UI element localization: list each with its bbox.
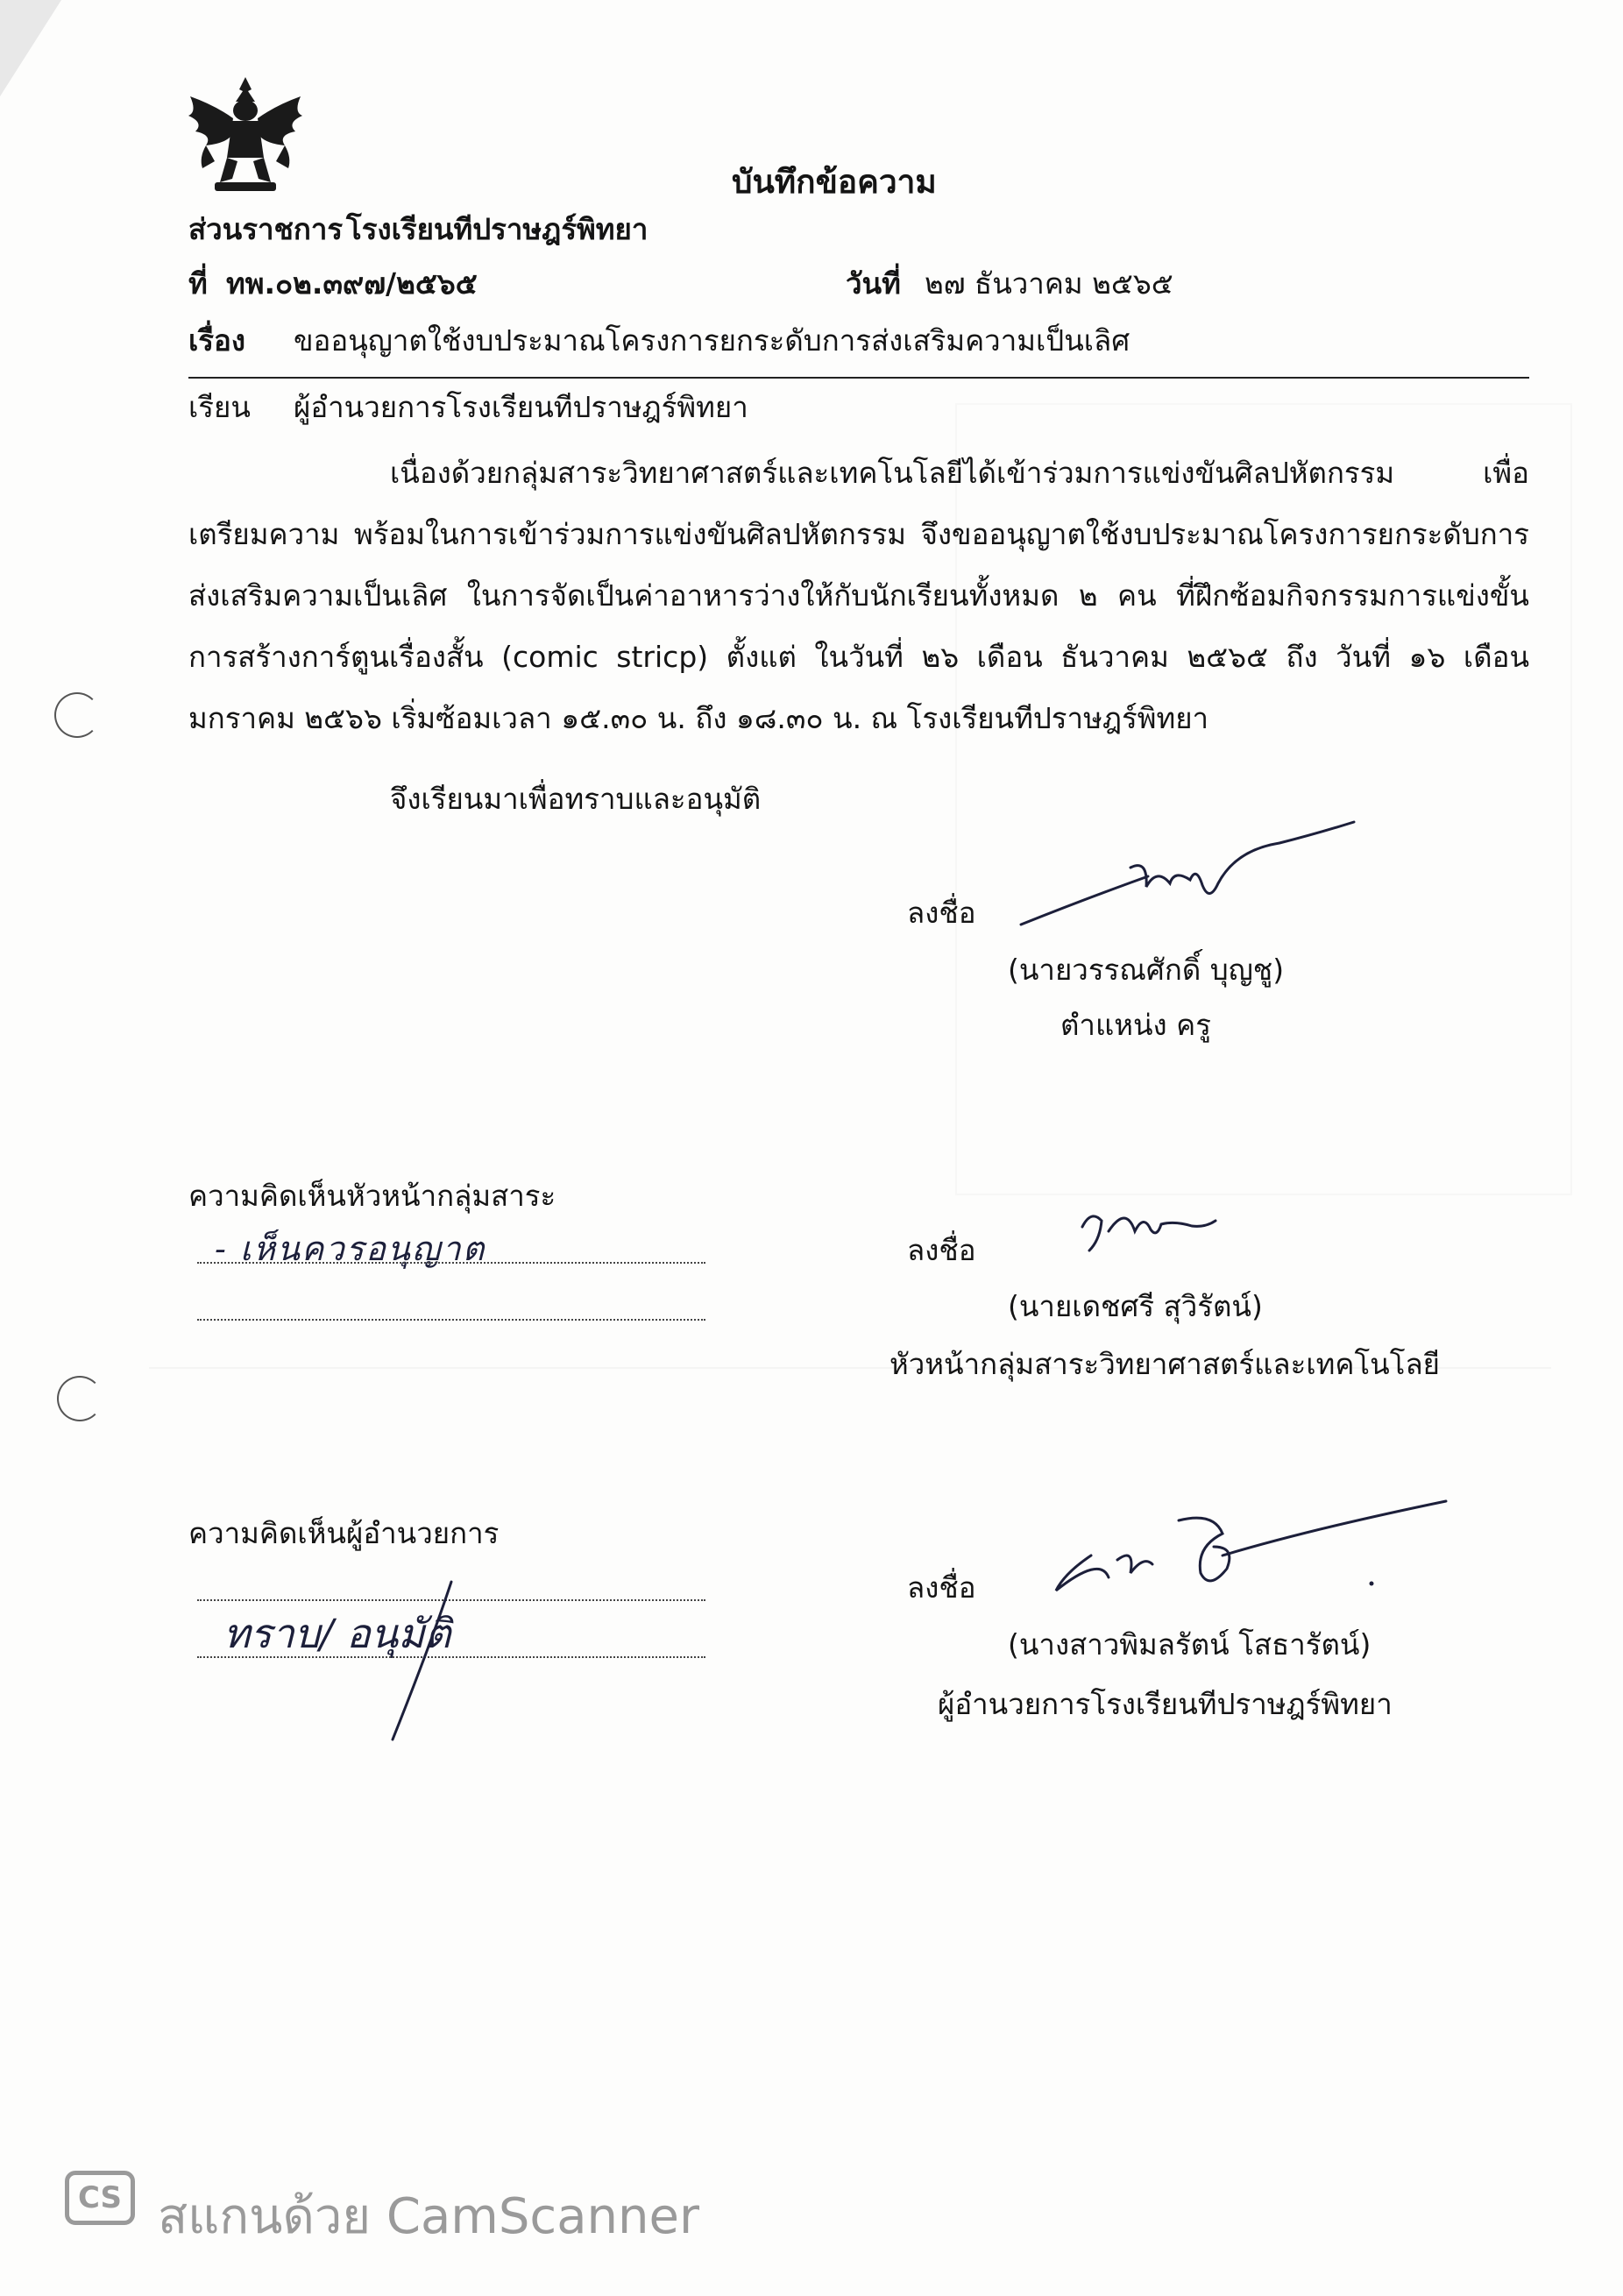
camscanner-logo: CS bbox=[65, 2171, 135, 2225]
director-name: (นางสาวพิมลรัตน์ โสธารัตน์) bbox=[1008, 1627, 1371, 1662]
to-label: เรียน bbox=[188, 390, 251, 424]
ref-value: ทพ.๐๒.๓๙๗/๒๕๖๕ bbox=[226, 266, 478, 301]
head-name: (นายเดชศรี สุวิรัตน์) bbox=[1008, 1289, 1263, 1323]
head-opinion-label: ความคิดเห็นหัวหน้ากลุ่มสาระ bbox=[188, 1179, 556, 1213]
head-opinion-line-2 bbox=[197, 1319, 705, 1321]
closing-line: จึงเรียนมาเพื่อทราบและอนุมัติ bbox=[390, 782, 762, 816]
agency-value: โรงเรียนทีปราษฎร์พิทยา bbox=[346, 212, 648, 246]
head-position: หัวหน้ากลุ่มสาระวิทยาศาสตร์และเทคโนโลยี bbox=[889, 1347, 1441, 1381]
memo-body: เนื่องด้วยกลุ่มสาระวิทยาศาสตร์และเทคโนโลยีได้เข้าร่วมการแข่งขันศิลปหัตกรรม เพื่อเตรียมความ พร้อมในการเข้าร่วมการแข่งขันศิลปหัตกรรม จึงขออนุญาตใช้งบประมาณโครงการยกระดับการส่งเสริมความเป็นเลิศ ในการจัดเป็นค่าอาหารว่างให้กับนักเรียนทั้งหมด ๒ คน ที่ฝึกซ้อมกิจกรรมการแข่งขั้นการสร้างการ์ตูนเรื่องสั้น (comic stricp) ตั้งแต่ ในวันที่ ๒๖ เดือน ธันวาคม ๒๕๖๕ ถึง วันที่ ๑๖ เดือน มกราคม ๒๕๖๖ เริ่มซ้อมเวลา ๑๕.๓๐ น. ถึง ๑๘.๓๐ น. ณ โรงเรียนทีปราษฎร์พิทยา bbox=[188, 456, 1529, 735]
director-opinion-handwriting: ทราบ/ อนุมัติ bbox=[223, 1610, 451, 1657]
subject-label: เรื่อง bbox=[188, 323, 245, 358]
date-label: วันที่ bbox=[846, 266, 901, 301]
ref-label: ที่ bbox=[188, 266, 208, 301]
teacher-sign-label: ลงชื่อ bbox=[907, 896, 976, 930]
teacher-name: (นายวรรณศักดิ์ บุญชู) bbox=[1008, 953, 1285, 987]
camscanner-watermark: สแกนด้วย CamScanner bbox=[158, 2188, 699, 2245]
agency-label: ส่วนราชการ bbox=[188, 212, 344, 246]
date-value: ๒๗ ธันวาคม ๒๕๖๕ bbox=[925, 266, 1173, 301]
director-opinion-slash bbox=[386, 1577, 456, 1744]
director-sign-label: ลงชื่อ bbox=[907, 1570, 976, 1605]
page-fold-corner bbox=[0, 0, 61, 96]
director-opinion-label: ความคิดเห็นผู้อำนวยการ bbox=[188, 1516, 500, 1550]
garuda-emblem-icon bbox=[180, 70, 311, 202]
head-signature bbox=[1074, 1196, 1223, 1266]
director-position: ผู้อำนวยการโรงเรียนทีปราษฎร์พิทยา bbox=[938, 1687, 1393, 1721]
subject-value: ขออนุญาตใช้งบประมาณโครงการยกระดับการส่งเสริมความเป็นเลิศ bbox=[294, 323, 1130, 358]
teacher-position: ตำแหน่ง ครู bbox=[1060, 1008, 1211, 1042]
punch-hole-top bbox=[54, 692, 100, 738]
bleed-through-shadow-lower bbox=[149, 1367, 1551, 1982]
head-opinion-line-1 bbox=[197, 1262, 705, 1264]
head-opinion-handwriting: - เห็นควรอนุญาต bbox=[215, 1229, 486, 1268]
header-divider bbox=[188, 377, 1529, 379]
teacher-signature bbox=[1017, 815, 1358, 938]
memo-title: บันทึกข้อความ bbox=[732, 163, 937, 201]
director-signature bbox=[1047, 1494, 1450, 1608]
to-value: ผู้อำนวยการโรงเรียนทีปราษฎร์พิทยา bbox=[294, 390, 748, 424]
head-sign-label: ลงชื่อ bbox=[907, 1233, 976, 1267]
punch-hole-bottom bbox=[57, 1376, 103, 1421]
